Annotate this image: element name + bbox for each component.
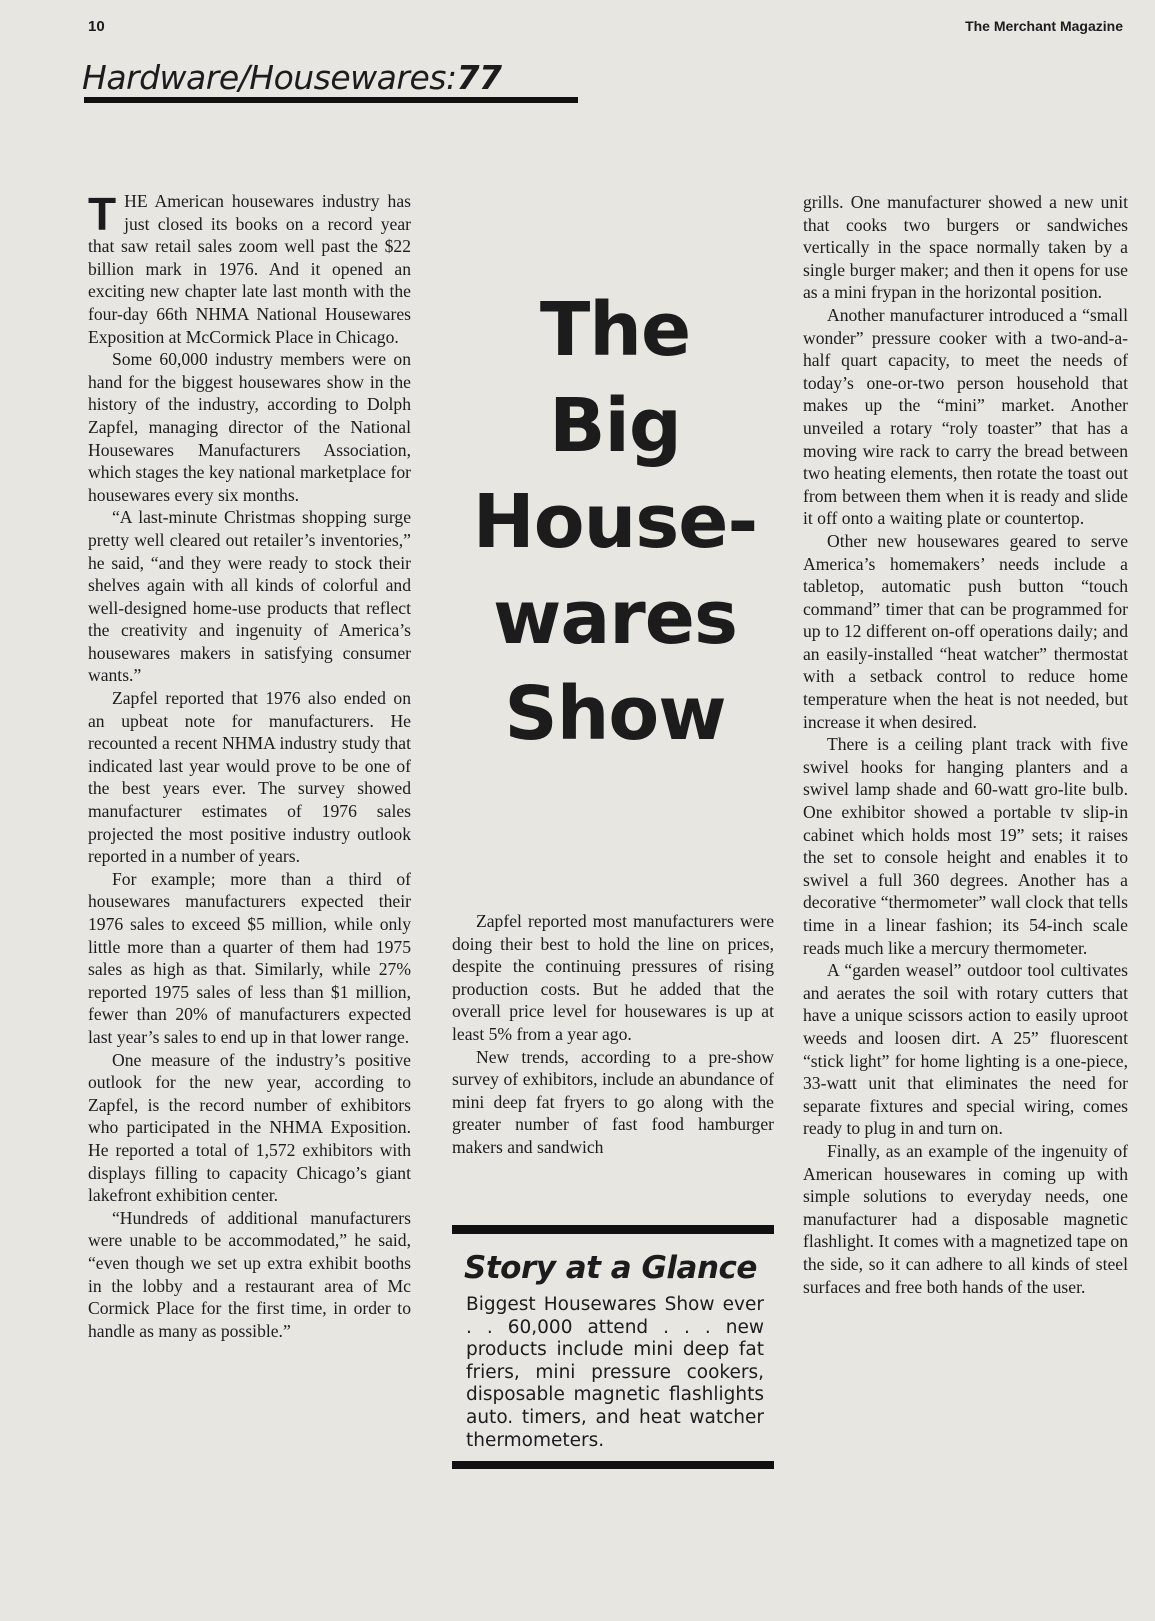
- headline-line: wares: [492, 575, 738, 661]
- article-paragraph: New trends, according to a pre-show survey of exhibitors, include an abundance of mini deep fat fryers to go along with the greater number of fast food hamburger makers and sandwich: [452, 1046, 774, 1157]
- article-column-middle: [452, 910, 774, 1159]
- section-number: 77: [456, 58, 502, 97]
- sidebar-body: Biggest Housewares Show ever . . 60,000 attend . . . new products include mini deep fat friers, mini pressure cookers, disposable magnetic flashlights auto. timers, and heat watcher thermometers.: [466, 1294, 764, 1451]
- headline-line: House-: [472, 479, 758, 565]
- headline-line: The: [539, 287, 691, 373]
- sidebar-title: Story at a Glance: [464, 1250, 757, 1286]
- sidebar-rule-bottom: [452, 1461, 774, 1469]
- headline: [450, 282, 780, 762]
- article-paragraph: [88, 190, 411, 348]
- article-paragraph: For example; more than a third of housewares manufacturers expected their 1976 sales to exceed $5 million, while only little more than a quarter of them had 1975 sales as high as that. Similarly, while 27% reported 1975 sales of less than $1 million, fewer than 20% of manufacturers expected last year’s sales to end up in that lower range.: [88, 868, 411, 1047]
- article-paragraph: “A last-minute Christmas shopping surge pretty well cleared out retailer’s inventories,” he said, “and they were ready to stock their shelves again with all kinds of colorful and well-designed home-use products that reflect the creativity and ingenuity of America’s housewares makers in satisfying consumer wants.”: [88, 507, 411, 686]
- section-title: [82, 58, 502, 97]
- section-rule: [84, 97, 578, 103]
- article-column-right: [803, 191, 1128, 1298]
- article-paragraph: “Hundreds of additional manufacturers were unable to be accommodated,” he said, “even though we set up extra exhibit booths in the lobby and a restaurant area of Mc Cormick Place for the first time, in order to handle as many as possible.”: [88, 1207, 411, 1341]
- sidebar-rule-top: [452, 1225, 774, 1234]
- paragraph-text: HE American housewares industry has just closed its books on a record year that saw retail sales zoom well past the $22 billion mark in 1976. And it opened an exciting new chapter late last month with the four-day 66th NHMA National Housewares Exposition at McCormick Place in Chicago.: [88, 191, 411, 347]
- article-column-left: [88, 190, 411, 1342]
- article-paragraph: A “garden weasel” outdoor tool cultivates and aerates the soil with rotary cutters that have a unique scissors action to easily uproot weeds and loosen dirt. A 25” fluorescent “stick light” for home lighting is a one-piece, 33-watt unit that eliminates the need for separate fixtures and special wiring, comes ready to plug in and turn on.: [803, 960, 1128, 1139]
- magazine-name: The Merchant Magazine: [965, 18, 1123, 34]
- article-paragraph: grills. One manufacturer showed a new unit that cooks two burgers or sandwiches vertically in the space normally taken by a single burger maker; and then it opens for use as a mini frypan in the horizontal position.: [803, 192, 1128, 303]
- article-paragraph: Other new housewares geared to serve America’s homemakers’ needs include a tabletop, automatic push button “touch command” timer that can be programmed for up to 12 different on-off operations daily; and an easily-installed “heat watcher” thermostat with a setback control to reduce home temperature when the heat is not needed, but increase it when desired.: [803, 530, 1128, 732]
- headline-line: Big: [549, 383, 681, 469]
- article-paragraph: Zapfel reported most manufacturers were doing their best to hold the line on prices, despite the continuing pressures of rising production costs. But he added that the overall price level for housewares is up at least 5% from a year ago.: [452, 911, 774, 1044]
- article-paragraph: One measure of the industry’s positive outlook for the new year, according to Zapfel, is the record number of exhibitors who participated in the NHMA Exposition. He reported a total of 1,572 exhibitors with displays filling to capacity Chicago’s giant lakefront exhibition center.: [88, 1049, 411, 1206]
- headline-line: Show: [504, 671, 726, 757]
- article-paragraph: Finally, as an example of the ingenuity of American housewares in coming up with simple solutions to everyday needs, one manufacturer had a disposable magnetic flashlight. It comes with a magnetized tape on the side, so it can adhere to all kinds of steel surfaces and free both hands of the user.: [803, 1140, 1128, 1297]
- section-title-text: Hardware/Housewares:: [82, 58, 457, 97]
- article-paragraph: Some 60,000 industry members were on hand for the biggest housewares show in the history of the industry, according to Dolph Zapfel, managing director of the National Housewares Manufacturers Association, which stages the key national marketplace for housewares every six months.: [88, 349, 411, 505]
- page-number: 10: [88, 18, 105, 35]
- drop-cap: T: [88, 188, 117, 240]
- article-paragraph: Another manufacturer introduced a “small wonder” pressure cooker with a two-and-a-half quart capacity, to meet the needs of today’s one-or-two person household that makes up the “mini” market. Another unveiled a rotary “roly toaster” that has a moving wire rack to carry the bread between two heating elements, then rotate the toast out from between them when it is ready and slide it off onto a waiting plate or countertop.: [803, 304, 1128, 529]
- article-paragraph: Zapfel reported that 1976 also ended on an upbeat note for manufacturers. He recounted a recent NHMA industry study that indicated last year would prove to be one of the best years ever. The survey showed manufacturer estimates of 1976 sales projected the most positive industry outlook reported in a number of years.: [88, 688, 411, 867]
- article-paragraph: There is a ceiling plant track with five swivel hooks for hanging planters and a swivel lamp shade and 60-watt gro-lite bulb. One exhibitor showed a portable tv slip-in cabinet which holds most 19” sets; it raises the set to console height and enables it to swivel a full 360 degrees. Another has a decorative “thermometer” wall clock that tells time in a linear fashion; its 54-inch scale reads much like a mercury thermometer.: [803, 734, 1128, 958]
